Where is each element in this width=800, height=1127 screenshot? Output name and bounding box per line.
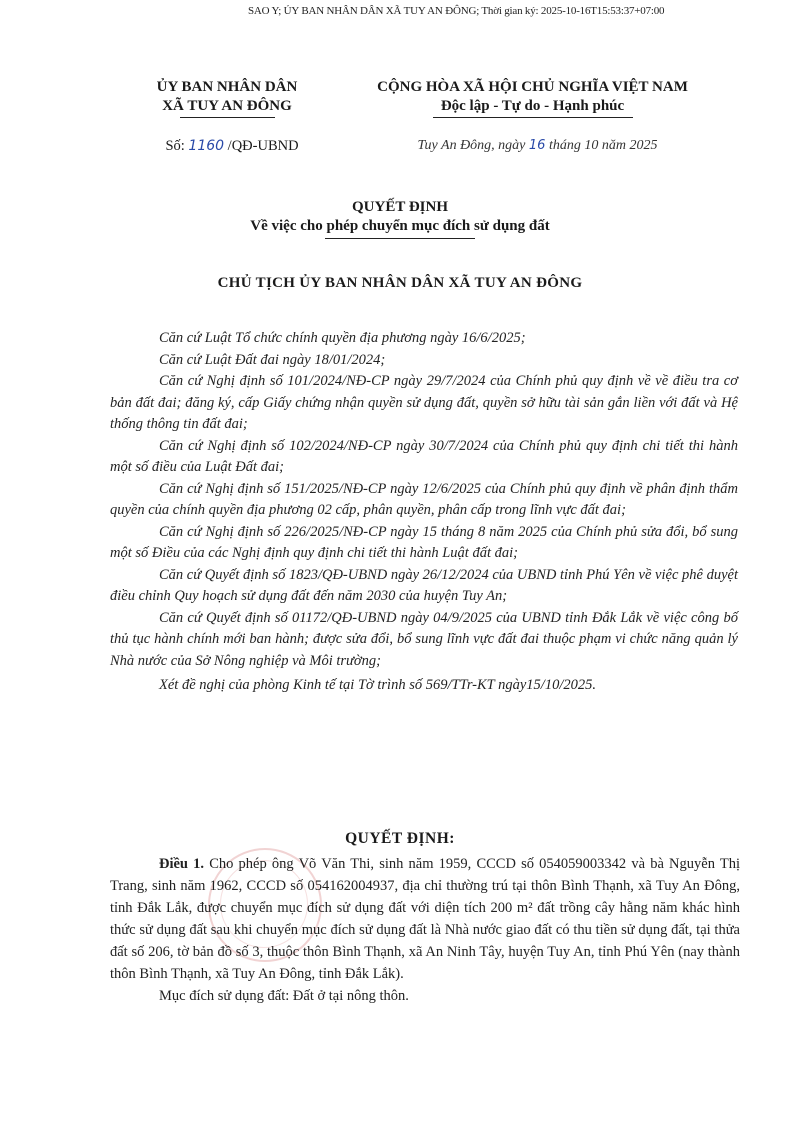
- legal-basis-item: Căn cứ Nghị định số 226/2025/NĐ-CP ngày 15 tháng 8 năm 2025 của Chính phủ sửa đổi, bổ sung một số Điều của các Nghị định quy định chi tiết thi hành Luật đất đai;: [110, 523, 738, 561]
- nation-line-2: Độc lập - Tự do - Hạnh phúc: [440, 98, 625, 114]
- issuing-authority: CHỦ TỊCH ỦY BAN NHÂN DÂN XÃ TUY AN ĐÔNG: [217, 275, 583, 291]
- subject-underline: [325, 238, 475, 239]
- date-month-year: tháng 10 năm 2025: [548, 138, 658, 153]
- date-prefix: Tuy An Đông, ngày: [417, 138, 526, 153]
- org-underline: [180, 117, 275, 118]
- decision-heading: QUYẾT ĐỊNH:: [345, 830, 455, 847]
- legal-bases: [110, 328, 738, 697]
- legal-basis-item: Căn cứ Luật Tổ chức chính quyền địa phương ngày 16/6/2025;: [159, 330, 526, 346]
- title-block: [0, 198, 800, 292]
- org-line-2: XÃ TUY AN ĐÔNG: [162, 98, 292, 114]
- issue-date: [345, 138, 730, 154]
- legal-basis-item: Căn cứ Nghị định số 151/2025/NĐ-CP ngày 12/6/2025 của Chính phủ quy định về phân định thẩm quyền của chính quyền địa phương 02 cấp, phân quyền, phân cấp trong lĩnh vực đất đai;: [110, 480, 738, 518]
- digital-signature-stamp: SAO Y; ỦY BAN NHÂN DÂN XÃ TUY AN ĐÔNG; Thời gian ký: 2025-10-16T15:53:37+07:00: [248, 5, 665, 17]
- number-handwritten: 1160: [188, 138, 225, 154]
- decision-body: [110, 853, 740, 1007]
- article-1: [110, 853, 740, 985]
- legal-basis-item: Căn cứ Nghị định số 102/2024/NĐ-CP ngày 30/7/2024 của Chính phủ quy định chi tiết thi hành một số điều của Luật Đất đai;: [110, 437, 738, 475]
- document-number: [112, 138, 352, 155]
- land-use-purpose: Mục đích sử dụng đất: Đất ở tại nông thôn.: [159, 988, 409, 1004]
- number-suffix: /QĐ-UBND: [227, 138, 299, 154]
- article-1-label: Điều 1.: [159, 856, 205, 872]
- org-line-1: ỦY BAN NHÂN DÂN: [156, 79, 298, 95]
- number-prefix: Số:: [165, 138, 185, 154]
- national-motto: [340, 78, 725, 118]
- document-subject: Về việc cho phép chuyển mục đích sử dụng đất: [250, 218, 550, 234]
- issuing-organization: [112, 78, 342, 118]
- legal-basis-item: Căn cứ Luật Đất đai ngày 18/01/2024;: [159, 351, 386, 368]
- legal-basis-item: Căn cứ Quyết định số 1823/QĐ-UBND ngày 26/12/2024 của UBND tỉnh Phú Yên về việc phê duyệt điều chỉnh Quy hoạch sử dụng đất đến năm 2030 của huyện Tuy An;: [110, 566, 738, 604]
- legal-basis-item: Căn cứ Nghị định số 101/2024/NĐ-CP ngày 29/7/2024 của Chính phủ quy định về về điều tra cơ bản đất đai; đăng ký, cấp Giấy chứng nhận quyền sử dụng đất, quyền sở hữu tài sản gắn liền với đất và Hệ thống thông tin đất đai;: [110, 373, 738, 432]
- proposal-basis: Xét đề nghị của phòng Kinh tế tại Tờ trình số 569/TTr-KT ngày15/10/2025.: [159, 677, 596, 693]
- document-type: QUYẾT ĐỊNH: [352, 199, 448, 215]
- nation-line-1: CỘNG HÒA XÃ HỘI CHỦ NGHĨA VIỆT NAM: [377, 79, 688, 95]
- article-1-text: Cho phép ông Võ Văn Thi, sinh năm 1959, CCCD số 054059003342 và bà Nguyễn Thị Trang, sinh năm 1962, CCCD số 054162004937, địa chỉ thường trú tại thôn Bình Thạnh, xã Tuy An Đông, tỉnh Đắk Lắk, được chuyển mục đích sử dụng đất với diện tích 200 m² đất trồng cây hằng năm khác hình thức sử dụng đất sau khi chuyển mục đích sử dụng đất là Nhà nước giao đất có thu tiền sử dụng đất, tại thửa đất số 206, tờ bản đồ số 3, thuộc thôn Bình Thạnh, xã An Ninh Tây, huyện Tuy An, tỉnh Phú Yên (nay thành thôn Bình Thạnh, xã Tuy An Đông, tỉnh Đắk Lắk).: [110, 856, 740, 982]
- date-day-handwritten: 16: [528, 138, 546, 153]
- motto-underline: [433, 117, 633, 118]
- legal-basis-item: Căn cứ Quyết định số 01172/QĐ-UBND ngày 04/9/2025 của UBND tỉnh Đắk Lắk về việc công bố thủ tục hành chính mới ban hành; được sửa đổi, bổ sung lĩnh vực đất đai thuộc phạm vi chức năng quản lý Nhà nước của Sở Nông nghiệp và Môi trường;: [110, 609, 738, 669]
